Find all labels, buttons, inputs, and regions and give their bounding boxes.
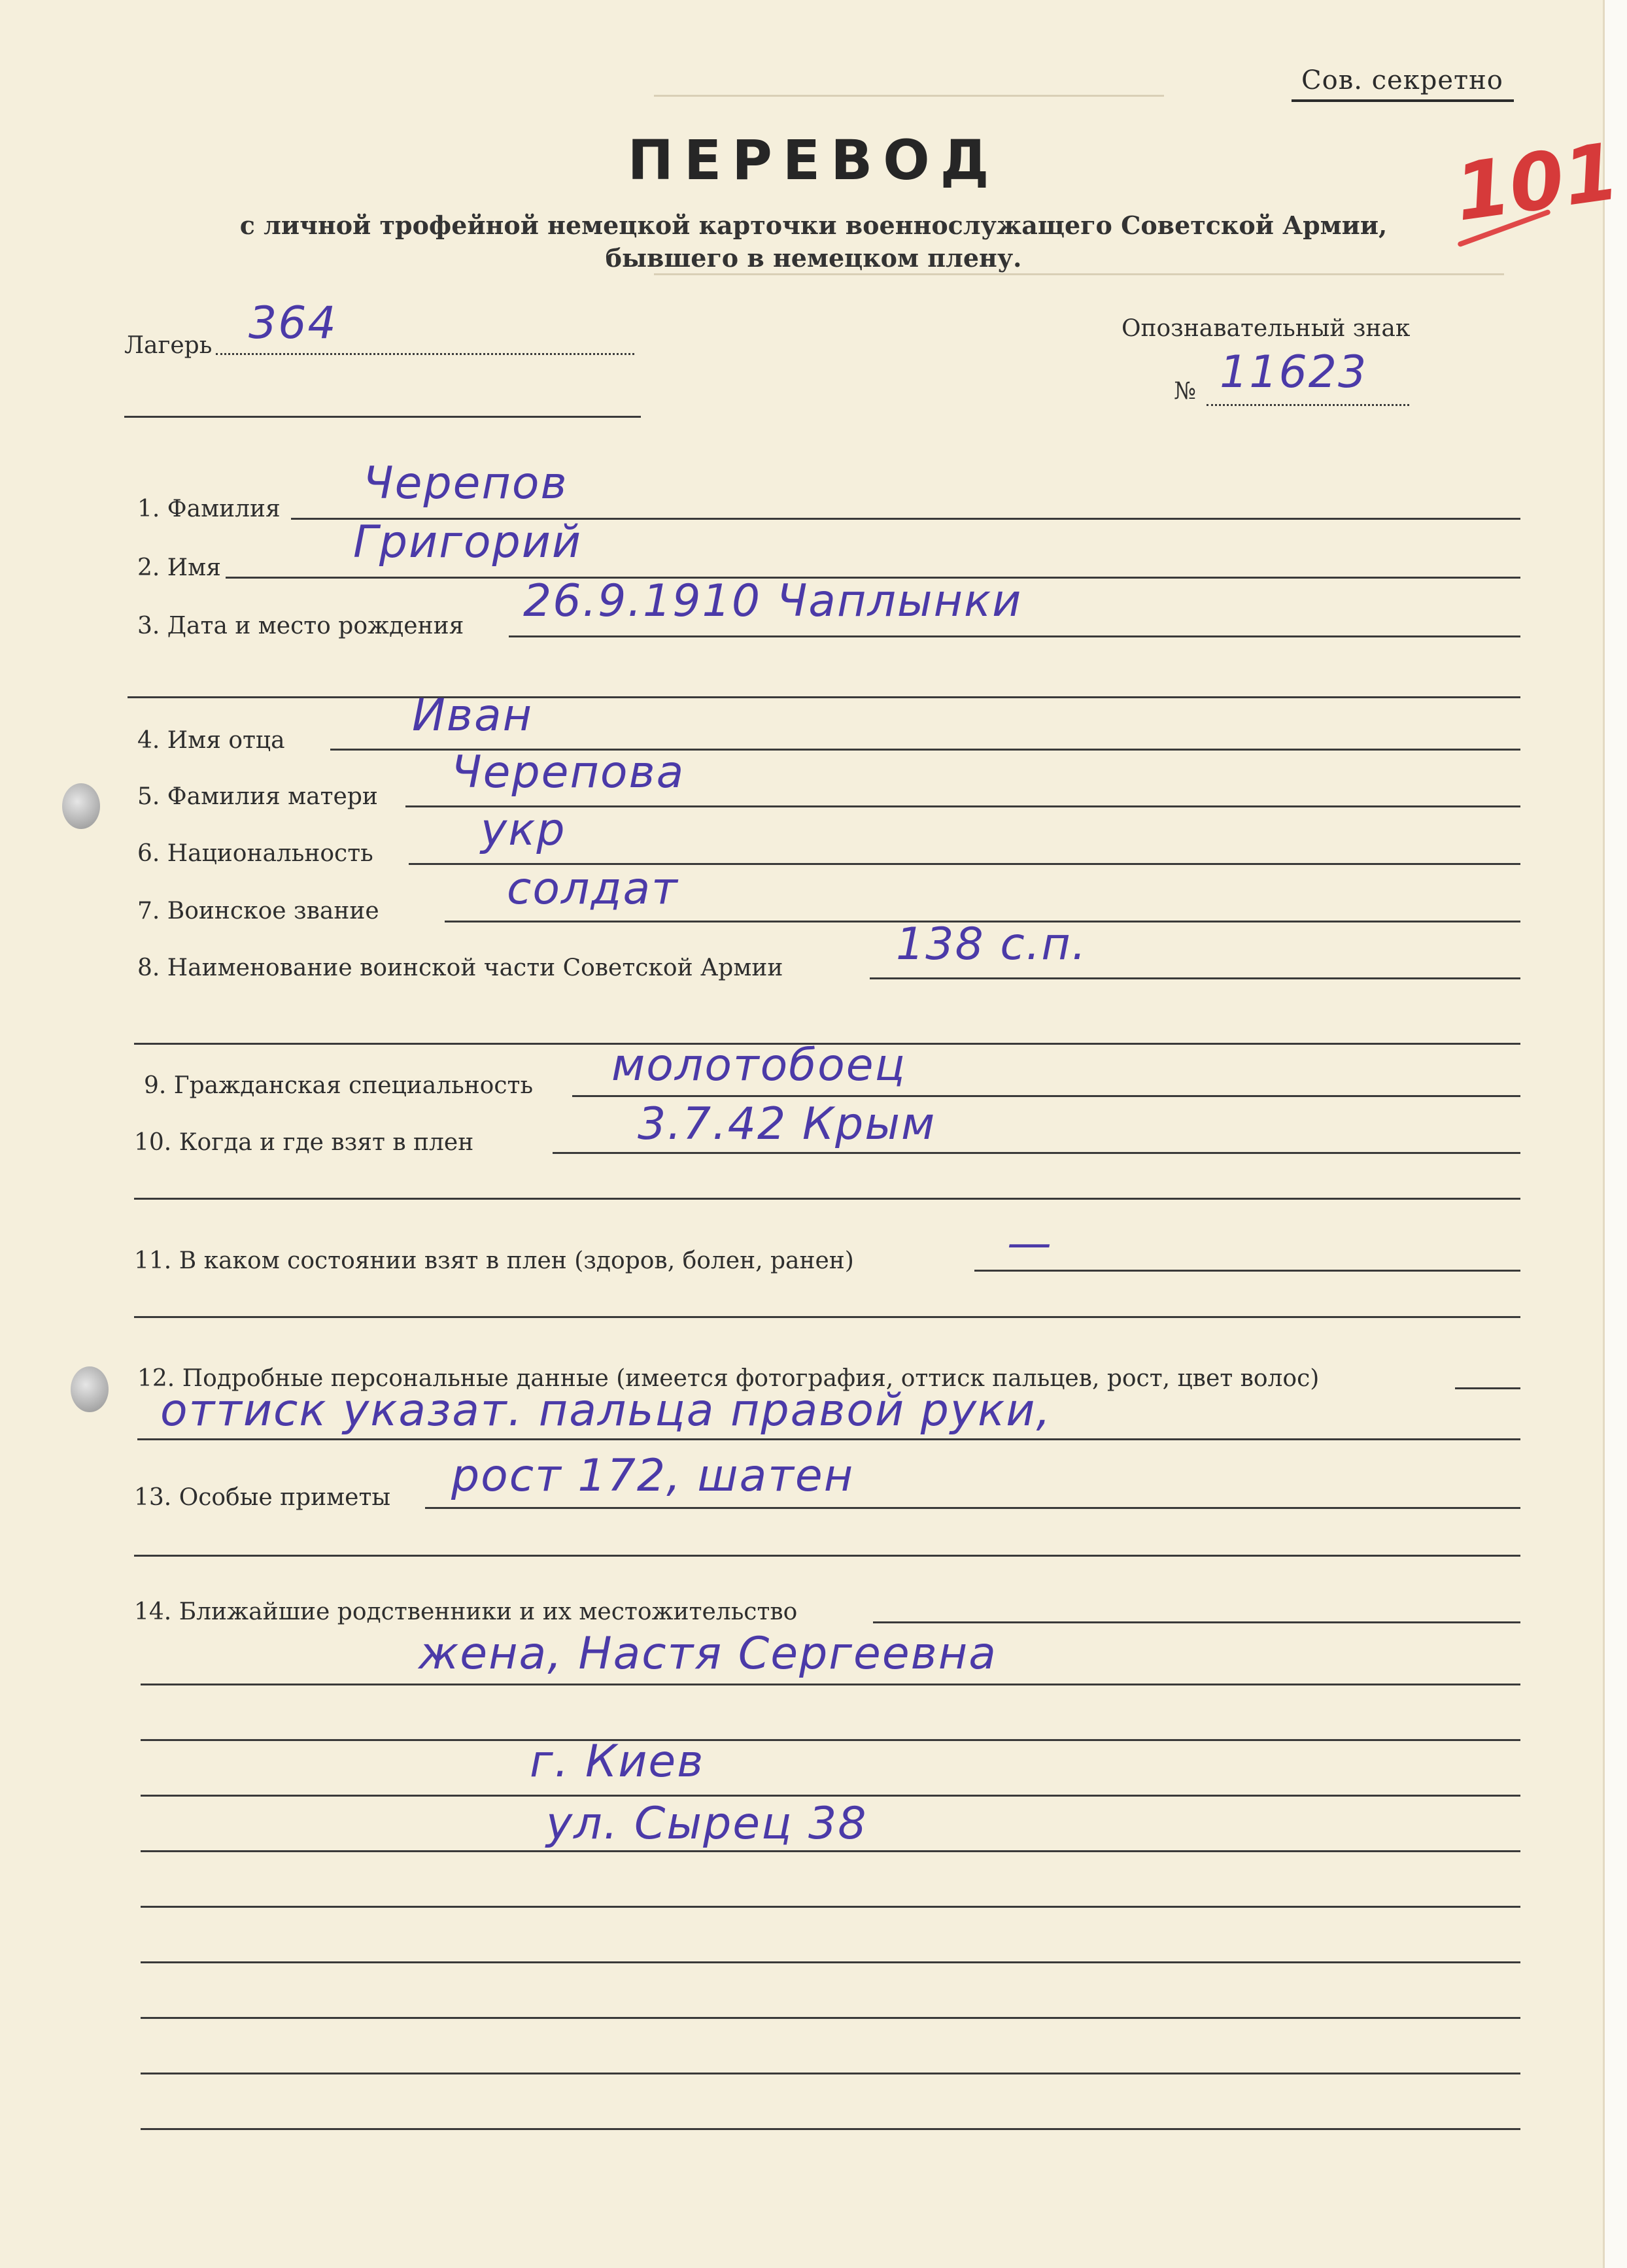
field-14-line-3 xyxy=(141,1739,1520,1741)
field-9-line xyxy=(572,1095,1520,1097)
field-14-value-line3: ул. Сырец 38 xyxy=(546,1798,868,1850)
camp-extra-line xyxy=(124,416,641,418)
field-2-value: Григорий xyxy=(353,516,583,568)
field-14-line xyxy=(873,1621,1520,1623)
field-14-line-2 xyxy=(141,1684,1520,1685)
field-14-line-10 xyxy=(141,2128,1520,2130)
field-14-line-5 xyxy=(141,1850,1520,1852)
field-8-label: 8. Наименование воинской части Советской Армии xyxy=(137,955,783,981)
field-5-value: Черепова xyxy=(451,747,685,798)
field-2-label: 2. Имя xyxy=(137,554,221,581)
field-14-line-4 xyxy=(141,1795,1520,1797)
field-13-value: рост 172, шатен xyxy=(451,1450,855,1502)
identity-tag-line xyxy=(1207,404,1409,406)
field-11-extra-line xyxy=(134,1316,1520,1318)
field-11-value: — xyxy=(1007,1217,1053,1269)
page-edge-shadow xyxy=(1603,0,1605,2268)
field-3-line xyxy=(509,635,1520,637)
identity-tag-label: Опознавательный знак xyxy=(1122,315,1411,342)
field-14-line-9 xyxy=(141,2073,1520,2074)
field-5-label: 5. Фамилия матери xyxy=(137,783,378,810)
identity-tag-number-sign: № xyxy=(1174,378,1197,405)
classification-stamp: Сов. секретно xyxy=(1301,65,1503,95)
page-edge xyxy=(1605,0,1627,2268)
field-5-line xyxy=(405,805,1520,807)
field-13-extra-line xyxy=(134,1555,1520,1557)
field-1-label: 1. Фамилия xyxy=(137,496,281,522)
field-14-value-line1: жена, Настя Сергеевна xyxy=(419,1628,997,1680)
field-9-label: 9. Гражданская специальность xyxy=(144,1072,534,1099)
camp-value: 364 xyxy=(248,297,337,349)
document-subtitle-line1: с личной трофейной немецкой карточки военнослужащего Советской Армии, xyxy=(239,211,1388,240)
field-11-label: 11. В каком состоянии взят в плен (здоров, болен, ранен) xyxy=(134,1247,854,1274)
ruled-line xyxy=(654,95,1164,97)
field-7-value: солдат xyxy=(507,863,679,915)
field-3-extra-line xyxy=(128,696,1520,698)
field-10-extra-line xyxy=(134,1198,1520,1200)
field-13-label: 13. Особые приметы xyxy=(134,1484,391,1511)
field-9-value: молотобоец xyxy=(611,1040,906,1091)
field-14-line-8 xyxy=(141,2017,1520,2019)
camp-label: Лагерь xyxy=(124,332,213,359)
field-8-value: 138 с.п. xyxy=(896,919,1088,970)
field-14-line-7 xyxy=(141,1961,1520,1963)
document-title: ПЕРЕВОД xyxy=(627,128,1000,192)
red-annotation: 101 xyxy=(1449,126,1624,239)
field-8-line xyxy=(870,977,1520,979)
field-12-extra-line xyxy=(137,1438,1520,1440)
field-13-line xyxy=(425,1507,1520,1509)
field-12-value: оттиск указат. пальца правой руки, xyxy=(160,1385,1052,1436)
field-10-value: 3.7.42 Крым xyxy=(638,1098,936,1150)
field-6-value: укр xyxy=(481,804,566,856)
field-14-line-6 xyxy=(141,1906,1520,1908)
document-subtitle-line2: бывшего в немецком плену. xyxy=(605,243,1022,273)
field-3-value: 26.9.1910 Чаплынки xyxy=(523,575,1023,627)
field-11-line xyxy=(974,1270,1520,1272)
field-6-label: 6. Национальность xyxy=(137,840,373,867)
identity-tag-value: 11623 xyxy=(1220,347,1368,398)
field-7-label: 7. Воинское звание xyxy=(137,898,379,924)
field-14-label: 14. Ближайшие родственники и их местожительство xyxy=(134,1599,798,1625)
field-10-label: 10. Когда и где взят в плен xyxy=(134,1129,474,1156)
field-4-value: Иван xyxy=(412,690,534,741)
field-14-value-line2: г. Киев xyxy=(530,1736,705,1787)
field-12-line xyxy=(1455,1387,1520,1389)
camp-line xyxy=(216,353,634,355)
field-12-label: 12. Подробные персональные данные (имеется фотография, оттиск пальцев, рост, цвет волос) xyxy=(137,1365,1320,1392)
field-10-line xyxy=(553,1152,1520,1154)
punch-hole-top xyxy=(62,783,100,829)
classification-underline xyxy=(1292,99,1514,102)
punch-hole-bottom xyxy=(71,1366,109,1412)
field-4-label: 4. Имя отца xyxy=(137,727,285,754)
field-3-label: 3. Дата и место рождения xyxy=(137,613,464,639)
field-1-value: Черепов xyxy=(363,458,568,509)
ruled-line xyxy=(654,273,1504,275)
